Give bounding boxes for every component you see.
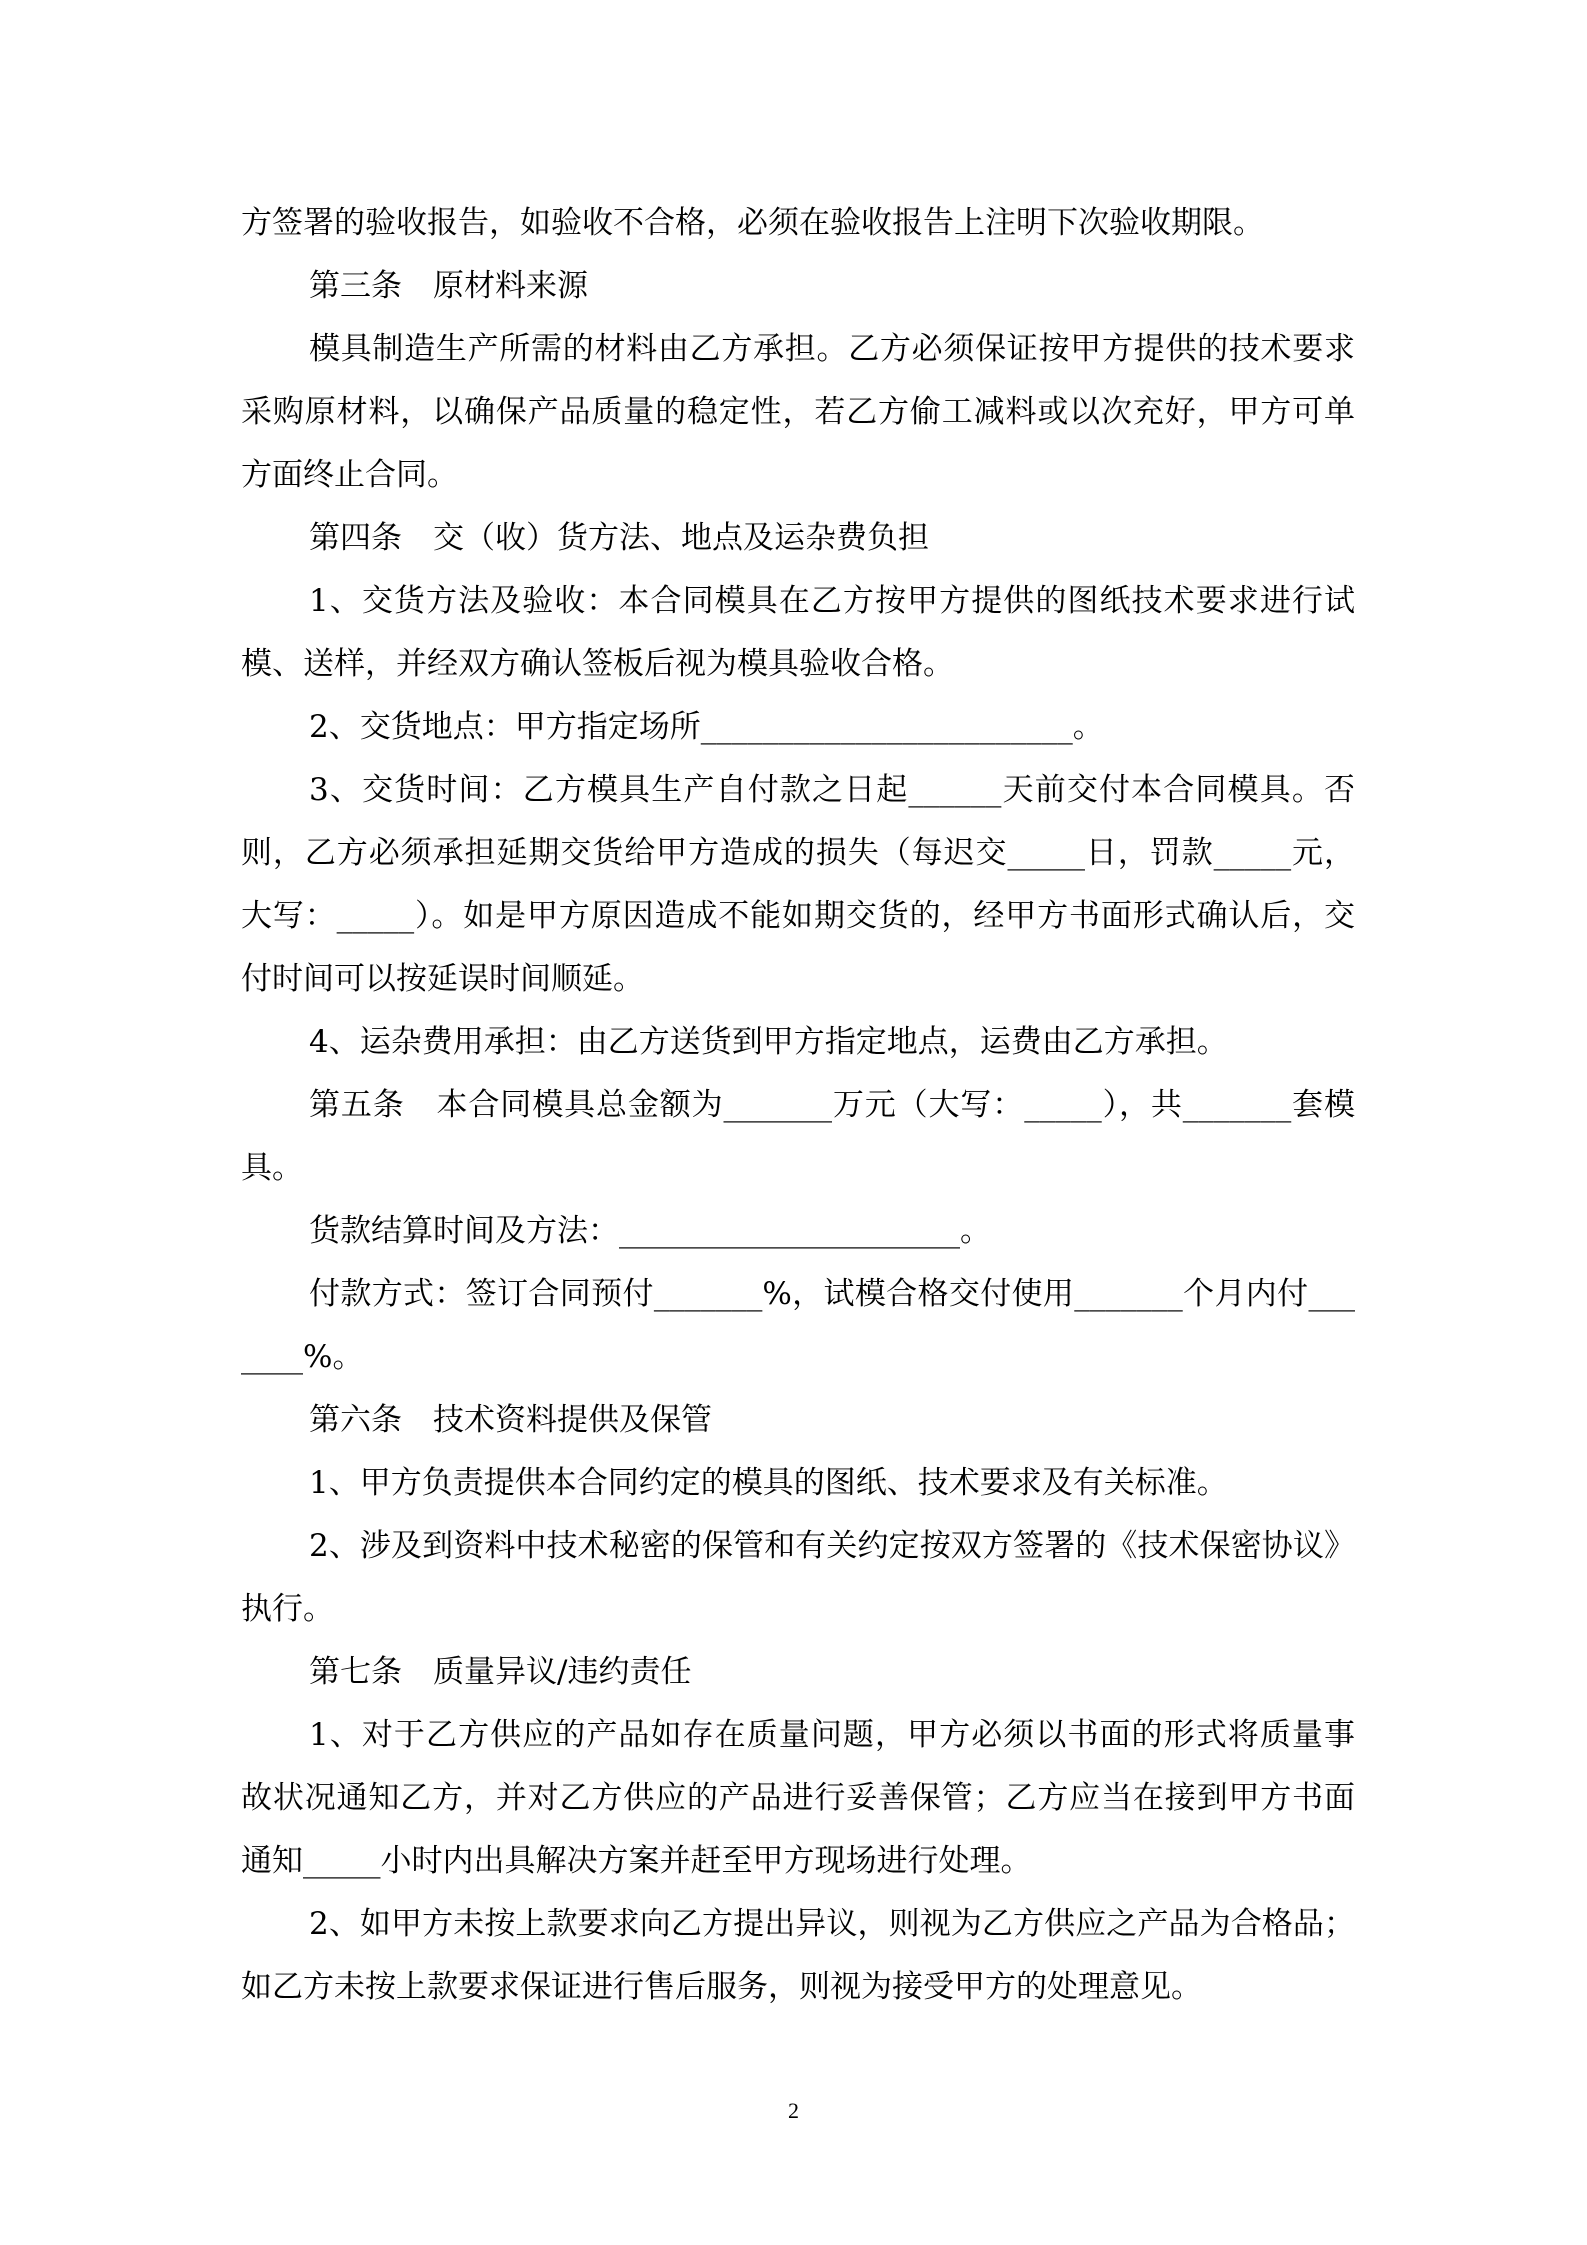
- text-line: 1、对于乙方供应的产品如存在质量问题，甲方必须以书面的形式将质量事: [309, 1717, 1355, 1753]
- text-line: 3、交货时间：乙方模具生产自付款之日起______天前交付本合同模具。否: [309, 772, 1355, 808]
- text-line: 模具制造生产所需的材料由乙方承担。乙方必须保证按甲方提供的技术要求: [309, 331, 1355, 367]
- text-line: 方签署的验收报告，如验收不合格，必须在验收报告上注明下次验收期限。: [241, 205, 1264, 241]
- text-line: 故状况通知乙方，并对乙方供应的产品进行妥善保管；乙方应当在接到甲方书面: [241, 1780, 1355, 1816]
- text-line: 4、运杂费用承担：由乙方送货到甲方指定地点，运费由乙方承担。: [309, 1024, 1228, 1060]
- text-line: 具。: [241, 1150, 303, 1186]
- text-line: 第六条 技术资料提供及保管: [309, 1402, 712, 1438]
- text-line: 第三条 原材料来源: [309, 268, 588, 304]
- text-line: 1、交货方法及验收：本合同模具在乙方按甲方提供的图纸技术要求进行试: [309, 583, 1355, 619]
- contract-body: [241, 192, 1355, 2019]
- text-line: 第七条 质量异议/违约责任: [309, 1654, 692, 1690]
- text-line: 付时间可以按延误时间顺延。: [241, 961, 644, 997]
- text-line: 第四条 交（收）货方法、地点及运杂费负担: [309, 520, 929, 556]
- text-line: 模、送样，并经双方确认签板后视为模具验收合格。: [241, 646, 954, 682]
- text-line: 2、涉及到资料中技术秘密的保管和有关约定按双方签署的《技术保密协议》: [309, 1528, 1355, 1564]
- text-line: 则，乙方必须承担延期交货给甲方造成的损失（每迟交_____日，罚款_____元，: [241, 835, 1355, 871]
- text-line: 货款结算时间及方法：______________________。: [309, 1213, 991, 1249]
- text-line: 如乙方未按上款要求保证进行售后服务，则视为接受甲方的处理意见。: [241, 1969, 1202, 2005]
- text-line: 第五条 本合同模具总金额为_______万元（大写：_____），共_______套模: [309, 1087, 1355, 1123]
- text-line: 采购原材料，以确保产品质量的稳定性，若乙方偷工减料或以次充好，甲方可单: [241, 394, 1355, 430]
- page-number: 2: [788, 2098, 799, 2123]
- text-line: 大写：_____）。如是甲方原因造成不能如期交货的，经甲方书面形式确认后，交: [241, 898, 1355, 934]
- text-line: 1、甲方负责提供本合同约定的模具的图纸、技术要求及有关标准。: [309, 1465, 1228, 1501]
- text-line: 执行。: [241, 1591, 334, 1627]
- text-line: 方面终止合同。: [241, 457, 458, 493]
- text-line: 通知_____小时内出具解决方案并赶至甲方现场进行处理。: [241, 1843, 1032, 1879]
- text-line: ____%。: [241, 1339, 364, 1375]
- text-line: 2、如甲方未按上款要求向乙方提出异议，则视为乙方供应之产品为合格品；: [309, 1906, 1355, 1942]
- text-line: 付款方式：签订合同预付_______%，试模合格交付使用_______个月内付___: [309, 1276, 1355, 1312]
- text-line: 2、交货地点：甲方指定场所________________________。: [309, 709, 1104, 745]
